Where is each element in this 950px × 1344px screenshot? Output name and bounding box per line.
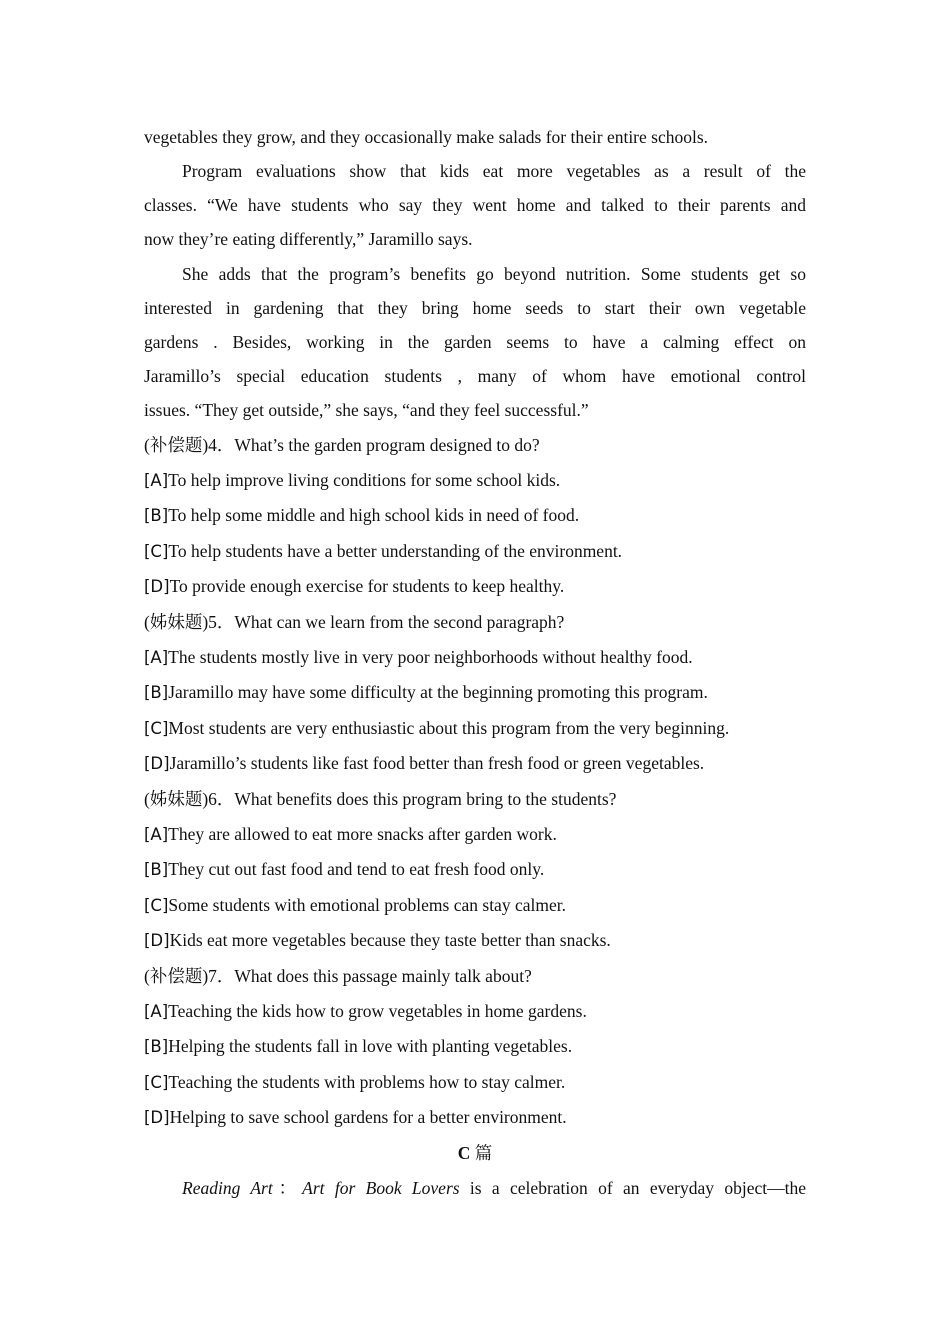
option-letter: [A] [144,1002,169,1021]
question-stem: (姊妹题)5．What can we learn from the second paragraph? [144,612,565,632]
passage-line: She adds that the program’s benefits go beyond nutrition. Some students get so [182,264,806,284]
option-letter: [B] [144,506,169,525]
option-letter: [C] [144,1073,169,1092]
option-text: Jaramillo may have some difficulty at the beginning promoting this program. [168,682,708,702]
option-c [144,538,806,564]
option-d [144,927,806,953]
option-letter: [B] [144,860,169,879]
option-text: Some students with emotional problems can stay calmer. [168,895,566,915]
option-letter: [A] [144,825,169,844]
question-stem: (补偿题)7．What does this passage mainly talk about? [144,966,532,986]
intro-text: is a celebration of an everyday object—the [459,1178,806,1198]
option-letter: [A] [144,471,169,490]
section-heading [0,1140,950,1166]
option-c [144,892,806,918]
option-letter: [D] [144,1108,170,1127]
option-b [144,679,806,705]
passage-line: Program evaluations show that kids eat more vegetables as a result of the [182,161,806,181]
book-subtitle: Art for Book Lovers [302,1178,460,1198]
option-letter: [C] [144,896,169,915]
option-text: They cut out fast food and tend to eat fresh food only. [168,859,545,879]
option-a [144,644,806,670]
option-d [144,1104,806,1130]
option-text: To help improve living conditions for some school kids. [168,470,561,490]
title-colon: ： [272,1178,303,1198]
option-a [144,467,806,493]
option-b [144,856,806,882]
passage-line: Jaramillo’s special education students , many of whom have emotional control [144,366,806,386]
passage-line: classes. “We have students who say they went home and talked to their parents and [144,195,806,215]
option-c [144,1069,806,1095]
option-d [144,750,806,776]
question-stem: (姊妹题)6．What benefits does this program bring to the students? [144,789,617,809]
section-intro-line [182,1175,806,1201]
option-text: Teaching the students with problems how to stay calmer. [168,1072,566,1092]
option-letter: [D] [144,931,170,950]
passage-line: interested in gardening that they bring home seeds to start their own vegetable [144,298,806,318]
option-letter: [B] [144,683,169,702]
option-b [144,1033,806,1059]
option-c [144,715,806,741]
option-letter: [C] [144,542,169,561]
book-title: Reading Art [182,1178,273,1198]
option-letter: [D] [144,754,170,773]
option-letter: [A] [144,648,169,667]
passage-line: gardens . Besides, working in the garden seems to have a calming effect on [144,332,806,352]
option-letter: [B] [144,1037,169,1056]
option-d [144,573,806,599]
option-text: To help some middle and high school kids in need of food. [168,505,580,525]
passage-line: vegetables they grow, and they occasionally make salads for their entire schools. [144,127,709,147]
option-letter: [C] [144,719,169,738]
section-letter: C [457,1143,471,1163]
option-text: Most students are very enthusiastic about this program from the very beginning. [168,718,730,738]
question-stem: (补偿题)4．What’s the garden program designed to do? [144,435,540,455]
option-letter: [D] [144,577,170,596]
option-text: Kids eat more vegetables because they taste better than snacks. [169,930,611,950]
option-text: Teaching the kids how to grow vegetables in home gardens. [168,1001,587,1021]
passage-line: now they’re eating differently,” Jaramillo says. [144,229,473,249]
option-a [144,998,806,1024]
option-text: Jaramillo’s students like fast food better than fresh food or green vegetables. [169,753,705,773]
option-text: The students mostly live in very poor neighborhoods without healthy food. [168,647,693,667]
option-text: To help students have a better understanding of the environment. [168,541,623,561]
option-text: They are allowed to eat more snacks after garden work. [168,824,557,844]
passage-line: issues. “They get outside,” she says, “and they feel successful.” [144,400,589,420]
option-text: Helping to save school gardens for a better environment. [169,1107,567,1127]
section-label: 篇 [474,1143,493,1163]
option-b [144,502,806,528]
option-text: Helping the students fall in love with planting vegetables. [168,1036,573,1056]
option-text: To provide enough exercise for students to keep healthy. [169,576,565,596]
option-a [144,821,806,847]
